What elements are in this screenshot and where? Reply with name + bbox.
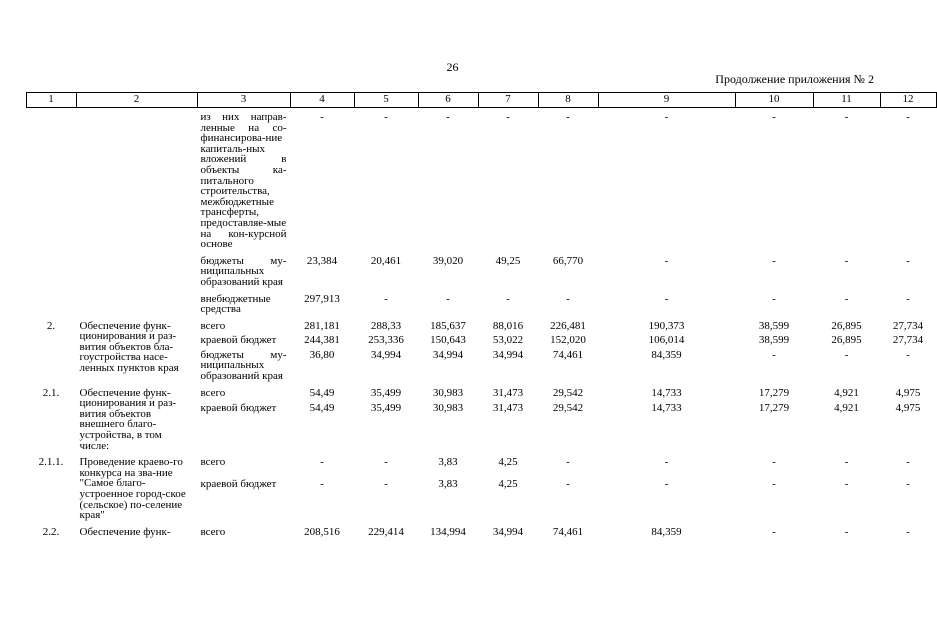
row-index	[27, 399, 77, 451]
cell-value: -	[506, 292, 510, 305]
row-funding-source: из них направ-ленные на со-финансирова-ние капиталь-ных вложений в объекты ка-питального строительства, межбюджетные трансферты, предоставляе-мые на кон-курсной основе	[200, 111, 287, 251]
appendix-continuation-label: Продолжение приложения № 2	[715, 72, 874, 86]
cell-value: -	[506, 111, 510, 123]
cell-value: 152,020	[550, 334, 586, 347]
row-index: 2.1.	[42, 386, 60, 399]
cell-value: -	[844, 477, 849, 490]
cell-value: -	[320, 456, 324, 469]
row-index	[27, 288, 77, 315]
col-header-9: 9	[599, 93, 736, 108]
row-activity: Обеспечение функ-ционирования и раз-вития объектов бла-гоустройства насе-ленных пунктов края	[79, 319, 179, 375]
table-row	[27, 288, 937, 315]
cell-value: -	[384, 456, 388, 469]
cell-value: -	[446, 111, 450, 123]
row-activity	[77, 108, 198, 250]
row-funding-source: краевой бюджет	[200, 334, 277, 347]
col-header-4: 4	[291, 93, 355, 108]
row-activity	[77, 250, 198, 288]
cell-value: -	[664, 254, 669, 267]
table-row	[27, 315, 937, 332]
cell-value: 88,016	[492, 319, 524, 332]
cell-value: -	[906, 348, 910, 361]
table-row	[27, 521, 937, 538]
cell-value: -	[772, 254, 776, 267]
cell-value: 226,481	[550, 319, 586, 332]
col-header-1: 1	[27, 93, 77, 108]
cell-value: 4,975	[895, 402, 921, 415]
cell-value: 35,499	[370, 386, 402, 399]
cell-value: 23,384	[306, 254, 338, 267]
cell-value: 74,461	[552, 525, 584, 538]
row-activity	[77, 288, 198, 315]
row-funding-source: всего	[200, 319, 226, 332]
cell-value: -	[844, 525, 849, 538]
cell-value: 288,33	[370, 319, 402, 332]
cell-value: 17,279	[758, 402, 790, 415]
table-row	[27, 451, 937, 475]
cell-value: 29,542	[552, 386, 584, 399]
cell-value: 74,461	[552, 348, 584, 361]
cell-value: 253,336	[368, 334, 404, 347]
cell-value: 54,49	[309, 386, 335, 399]
cell-value: -	[664, 292, 669, 305]
cell-value: 281,181	[304, 319, 340, 332]
cell-value: -	[906, 456, 910, 469]
row-index: 2.	[46, 319, 56, 332]
cell-value: -	[566, 111, 570, 123]
cell-value: -	[772, 477, 776, 490]
cell-value: 4,975	[895, 386, 921, 399]
cell-value: 36,80	[309, 348, 335, 361]
row-funding-source: внебюджетные средства	[200, 292, 271, 316]
cell-value: -	[772, 525, 776, 538]
cell-value: 38,599	[758, 334, 790, 347]
cell-value: -	[906, 525, 910, 538]
row-funding-source: бюджеты му-ниципальных образований края	[200, 348, 287, 383]
cell-value: -	[384, 477, 388, 490]
cell-value: 35,499	[370, 402, 402, 415]
table-row	[27, 108, 937, 250]
cell-value: 4,25	[498, 456, 518, 469]
col-header-11: 11	[814, 93, 881, 108]
row-funding-source: краевой бюджет	[200, 402, 277, 415]
cell-value: -	[906, 111, 910, 123]
cell-value: 84,359	[651, 348, 682, 361]
cell-value: 31,473	[492, 386, 524, 399]
cell-value: 185,637	[430, 319, 466, 332]
row-index	[27, 346, 77, 382]
col-header-12: 12	[881, 93, 937, 108]
row-funding-source: краевой бюджет	[200, 477, 277, 490]
cell-value: -	[384, 111, 388, 123]
col-header-2: 2	[77, 93, 198, 108]
row-index: 2.2.	[42, 525, 60, 538]
row-funding-source: всего	[200, 386, 226, 399]
row-index: 2.1.1.	[38, 456, 64, 469]
row-index	[27, 475, 77, 521]
table-row	[27, 250, 937, 288]
cell-value: 34,994	[492, 525, 524, 538]
cell-value: 17,279	[758, 386, 790, 399]
cell-value: -	[772, 456, 776, 469]
cell-value: 84,359	[651, 525, 682, 538]
row-index	[27, 250, 77, 288]
cell-value: 49,25	[495, 254, 521, 267]
cell-value: 30,983	[432, 402, 464, 415]
cell-value: -	[844, 348, 849, 361]
budget-table	[26, 92, 937, 537]
cell-value: -	[384, 292, 388, 305]
cell-value: -	[664, 456, 669, 469]
cell-value: -	[906, 477, 910, 490]
row-index	[27, 108, 77, 250]
column-number-header	[27, 93, 937, 108]
cell-value: 34,994	[432, 348, 464, 361]
cell-value: -	[664, 477, 669, 490]
cell-value: 106,014	[648, 334, 685, 347]
cell-value: 134,994	[430, 525, 466, 538]
cell-value: 4,921	[834, 386, 859, 399]
cell-value: 4,25	[498, 477, 518, 490]
cell-value: 14,733	[651, 386, 682, 399]
cell-value: 3,83	[438, 456, 458, 469]
row-funding-source: всего	[200, 525, 226, 538]
col-header-5: 5	[355, 93, 419, 108]
col-header-3: 3	[198, 93, 291, 108]
cell-value: 53,022	[492, 334, 524, 347]
cell-value: -	[772, 348, 776, 361]
cell-value: -	[906, 292, 910, 305]
cell-value: -	[320, 477, 324, 490]
cell-value: -	[566, 456, 570, 469]
cell-value: 244,381	[304, 334, 340, 347]
cell-value: -	[844, 292, 849, 305]
row-activity: Обеспечение функ-	[79, 525, 171, 538]
cell-value: 66,770	[552, 254, 584, 267]
cell-value: 208,516	[304, 525, 340, 538]
cell-value: 54,49	[309, 402, 335, 415]
cell-value: 39,020	[432, 254, 464, 267]
cell-value: -	[772, 111, 776, 123]
cell-value: 3,83	[438, 477, 458, 490]
row-activity: Проведение краево-го конкурса на зва-ние "Самое благо-устроенное город-ское (сельское) по-селение края"	[79, 456, 186, 522]
col-header-10: 10	[736, 93, 814, 108]
cell-value: 27,734	[892, 334, 924, 347]
cell-value: 38,599	[758, 319, 790, 332]
page-number: 26	[446, 60, 459, 74]
cell-value: -	[320, 111, 324, 123]
cell-value: 29,542	[552, 402, 584, 415]
cell-value: 31,473	[492, 402, 524, 415]
cell-value: -	[566, 477, 570, 490]
cell-value: -	[844, 254, 849, 267]
cell-value: 229,414	[368, 525, 404, 538]
cell-value: 27,734	[892, 319, 924, 332]
col-header-7: 7	[479, 93, 539, 108]
cell-value: 20,461	[370, 254, 402, 267]
cell-value: 190,373	[648, 319, 685, 332]
cell-value: -	[844, 111, 849, 123]
row-funding-source: бюджеты му-ниципальных образований края	[200, 254, 287, 288]
cell-value: 30,983	[432, 386, 464, 399]
cell-value: -	[772, 292, 776, 305]
table-row	[27, 382, 937, 400]
cell-value: 4,921	[834, 402, 859, 415]
cell-value: 297,913	[304, 292, 340, 305]
cell-value: -	[566, 292, 570, 305]
cell-value: 14,733	[651, 402, 682, 415]
cell-value: -	[906, 254, 910, 267]
cell-value: 26,895	[831, 319, 862, 332]
col-header-6: 6	[419, 93, 479, 108]
col-header-8: 8	[539, 93, 599, 108]
cell-value: 26,895	[831, 334, 862, 347]
row-index	[27, 331, 77, 346]
cell-value: 34,994	[492, 348, 524, 361]
row-activity: Обеспечение функ-ционирования и раз-вития объектов внешнего благо-устройства, в том числе:	[79, 386, 177, 452]
cell-value: -	[446, 292, 450, 305]
cell-value: -	[844, 456, 849, 469]
cell-value: 150,643	[430, 334, 466, 347]
cell-value: 34,994	[370, 348, 402, 361]
cell-value: -	[664, 111, 669, 123]
row-funding-source: всего	[200, 456, 226, 469]
